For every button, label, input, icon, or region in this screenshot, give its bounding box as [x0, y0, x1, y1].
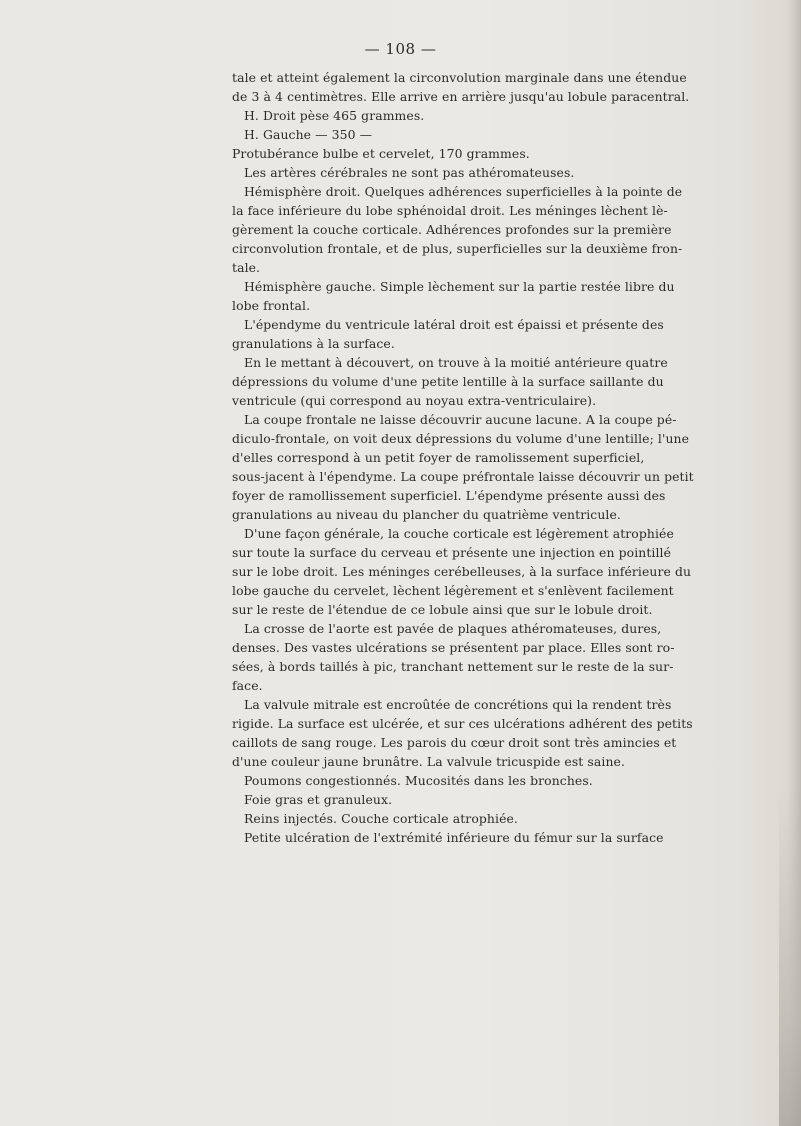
text-line: Foie gras et granuleux. [244, 792, 393, 807]
text-line: granulations au niveau du plancher du quatrième ventricule. [232, 507, 621, 522]
text-line: caillots de sang rouge. Les parois du cœur droit sont très amincies et [232, 735, 677, 750]
text-line: La valvule mitrale est encroûtée de concrétions qui la rendent très [244, 697, 672, 712]
text-line: foyer de ramollissement superficiel. L'épendyme présente aussi des [232, 488, 666, 503]
text-line: Poumons congestionnés. Mucosités dans les bronches. [244, 773, 593, 788]
body-text [232, 68, 719, 847]
text-line: tale. [232, 260, 261, 275]
text-line: En le mettant à découvert, on trouve à la moitié antérieure quatre [244, 355, 668, 370]
text-line: dépressions du volume d'une petite lentille à la surface saillante du [232, 374, 664, 389]
page-number: — 108 — [364, 40, 437, 58]
text-line: Petite ulcération de l'extrémité inférieure du fémur sur la surface [244, 830, 664, 845]
text-line: H. Gauche — 350 — [244, 127, 373, 142]
text-line: L'épendyme du ventricule latéral droit est épaissi et présente des [244, 317, 664, 332]
text-line: sées, à bords taillés à pic, tranchant nettement sur le reste de la sur- [232, 659, 674, 674]
text-line: d'elles correspond à un petit foyer de ramolissement superficiel, [232, 450, 645, 465]
text-line: Hémisphère gauche. Simple lèchement sur la partie restée libre du [244, 279, 675, 294]
text-line: La coupe frontale ne laisse découvrir aucune lacune. A la coupe pé- [244, 412, 677, 427]
text-line: lobe gauche du cervelet, lèchent légèrement et s'enlèvent facilement [232, 583, 674, 598]
text-line: denses. Des vastes ulcérations se présentent par place. Elles sont ro- [232, 640, 675, 655]
text-line: Les artères cérébrales ne sont pas athéromateuses. [244, 165, 575, 180]
text-line: face. [232, 678, 263, 693]
text-line: H. Droit pèse 465 grammes. [244, 108, 425, 123]
text-line: lobe frontal. [232, 298, 311, 313]
text-line: rigide. La surface est ulcérée, et sur ces ulcérations adhérent des petits [232, 716, 693, 731]
text-line: Hémisphère droit. Quelques adhérences superficielles à la pointe de [244, 184, 683, 199]
text-line: d'une couleur jaune brunâtre. La valvule tricuspide est saine. [232, 754, 625, 769]
text-line: sur le reste de l'étendue de ce lobule ainsi que sur le lobule droit. [232, 602, 653, 617]
text-line: la face inférieure du lobe sphénoidal droit. Les méninges lèchent lè- [232, 203, 668, 218]
text-line: ventricule (qui correspond au noyau extra-ventriculaire). [232, 393, 597, 408]
text-line: La crosse de l'aorte est pavée de plaques athéromateuses, dures, [244, 621, 662, 636]
text-line: sous-jacent à l'épendyme. La coupe préfrontale laisse découvrir un petit [232, 469, 694, 484]
text-line: circonvolution frontale, et de plus, superficielles sur la deuxième fron- [232, 241, 683, 256]
text-line: granulations à la surface. [232, 336, 395, 351]
text-line: sur le lobe droit. Les méninges cerébelleuses, à la surface inférieure du [232, 564, 692, 579]
text-line: Reins injectés. Couche corticale atrophiée. [244, 811, 518, 826]
text-line: sur toute la surface du cerveau et présente une injection en pointillé [232, 545, 672, 560]
text-line: de 3 à 4 centimètres. Elle arrive en arrière jusqu'au lobule paracentral. [232, 89, 690, 104]
text-line: tale et atteint également la circonvolution marginale dans une étendue [232, 70, 687, 85]
text-line: gèrement la couche corticale. Adhérences profondes sur la première [232, 222, 672, 237]
text-line: Protubérance bulbe et cervelet, 170 grammes. [232, 146, 530, 161]
page-corner-shadow [779, 786, 801, 1126]
text-line: D'une façon générale, la couche corticale est légèrement atrophiée [244, 526, 674, 541]
text-line: diculo-frontale, on voit deux dépressions du volume d'une lentille; l'une [232, 431, 690, 446]
